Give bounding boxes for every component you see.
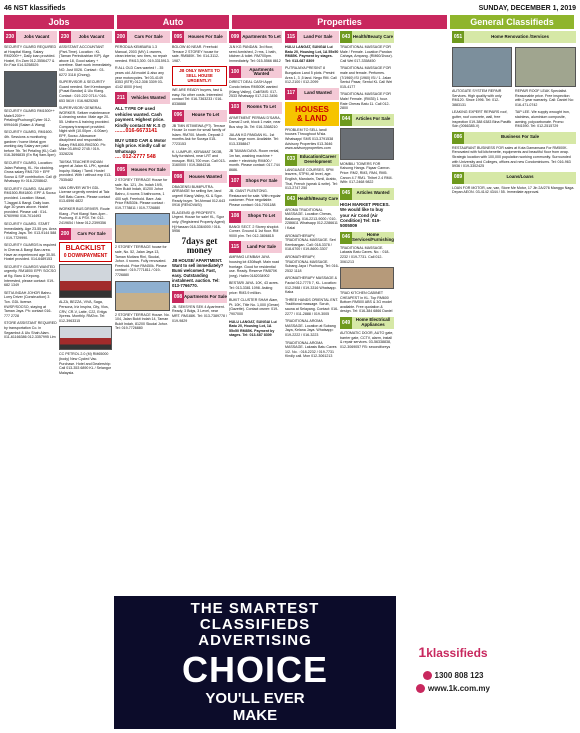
list-item: PUTRAJAYA PRESINT 8 Bungalow Land 5 plots. Presint Area 1, 3 ,5 land. Nego RM. Call 012-2100 / 012-2099 [285, 66, 337, 85]
category-label: Vehicles Wanted [127, 92, 170, 104]
column-general-2 [452, 31, 576, 593]
list-item: DIRECT DEAL CASH Appt Condo below RM500K wanted (Klang Valley). Call/SMS: 017-2533 Whatsapp 017-212-3456 [229, 80, 278, 99]
category-label: Home Electrical/ Appliances [352, 317, 394, 329]
page-header [4, 3, 576, 14]
section-properties: Properties [232, 15, 447, 29]
ad-list [229, 80, 282, 98]
category-number: 089 [452, 172, 464, 184]
category-header [285, 88, 339, 100]
ad-list [340, 202, 394, 229]
category-header [59, 228, 112, 240]
ad-list [229, 189, 282, 207]
category-header [340, 188, 394, 200]
renovation-photo [515, 47, 576, 87]
ad-list [115, 106, 170, 161]
column-jobs-1 [4, 31, 57, 731]
list-item: SUPERVISOR & SECURITY Guard needed. Seri Kembangan (Pusat Bandar) & Ulu Klang. Contact : 019-222 0714 / 016-653 5619 / 016-9825265 [59, 80, 111, 103]
list-item: SECURITY GUARD, RM1600. 4th. Sessions a monitoring gardner / home Metal gym working day Salary are paid before 7th. Tel Petaling (KL) Call: 016-3696835 (En Raj 9am-5pm) [4, 130, 57, 158]
contact-web [398, 684, 508, 693]
list-item: SECURITY GUARD REQUIRED at Hospital Klang, Salary RM2000++, Daily loan provided. Hostel, En Zam 012-3556477 & En Faiz 014-5258529. [4, 45, 57, 68]
category-number: 051 [452, 31, 464, 43]
category-number: 046 [340, 232, 352, 244]
ad-list [115, 178, 170, 331]
list-item: SECURITY GUARD. SALARY RM1500-RM1800. EPF & Socso provided. Location: Masai, T.Jaggat & Bangi. Daily loan. Age 30 years above. Hostel provided. Please call : 014-6760996/ 016-7014493 [4, 186, 56, 219]
houses-land-ad [285, 102, 339, 126]
category-number: 200 [59, 228, 71, 240]
category-number: 107 [229, 175, 241, 187]
ad-list [452, 146, 576, 169]
column-properties-1 [172, 31, 227, 593]
klassifieds-logo-block [398, 624, 508, 708]
phone-icon [423, 671, 432, 680]
ad-list [172, 305, 227, 323]
category-header [340, 317, 394, 329]
promo-banner [114, 596, 396, 729]
category-label: Shops To Let [241, 211, 282, 223]
category-label: Articles Wanted [352, 188, 394, 200]
category-label: Land Wanted [297, 88, 339, 100]
list-item: ALL TYPE OF used vehicles wanted. Cash payment. Highest price. Kindly contact Mr K.S @ [115, 106, 166, 128]
list-item: SECURITY GUARD, Location: Jalan Pahang, KL. No clocking. Gross salary RM1700 + EPF Socso & SIP contribution. Call @ Whatsapp Kr 016-2208642. [4, 160, 57, 184]
category-header [285, 194, 339, 206]
category-label: Health/Beauty Care [297, 194, 339, 206]
ad-list [452, 186, 576, 195]
ad-list [285, 128, 339, 151]
category-number: 108 [229, 211, 241, 223]
list-item: .... 012-2777 548 [115, 154, 156, 161]
category-label: Houses For Sale [184, 31, 227, 43]
list-item: ASSISTANT ACCOUNTANT (Part-Time). Location : KL (Taman Perindustrian KIP). Age above 18, Good salary + overtime. Start work immediately. NO. Just 0026. Contact : 03-6272 3118 (Chong). [59, 45, 112, 77]
category-header [229, 102, 282, 114]
category-label: Cars For Sale [71, 228, 112, 240]
list-item: TRADITIONAL MASSAGE FOR Male/ Female. (RM35) 1 hour. Rate Cheras Batu 11. Call 012-2800 [340, 92, 391, 111]
list-item: JB TMN ISTIMEWA (PT). Terrace House 1x room for small family of Islam. RM700. Month. Deposit 2 months Ask for Suraya 015-7723153 [172, 123, 226, 146]
list-item: AROMA TRADITIONAL MASSAGE. Location Cheras, Balakong. 016-2213-9000 / 010-2286611 Whatsapp 012-2286611 / Kalai [285, 207, 338, 231]
list-item: TRADITIONAL AROMA MASSAGE. Location at Subang Jaya, Kelana Jaya. Whatsapp: 019-2222 / 016-3223 [285, 319, 336, 337]
autogate-photo [452, 47, 512, 87]
list-item: TRADITIONAL MASSAGE FOR male and female. Perfumes. (7/1960) ISI (1960) ISI / 1. Jalan Sentul Pasar, Sentul KL Call Wei 015-4177 [340, 66, 393, 89]
ad-list [340, 246, 394, 314]
category-number: 117 [285, 88, 297, 100]
category-number: 230 [59, 31, 71, 43]
ad-list [285, 168, 339, 191]
list-item: SUPERVISOR/ GENERAL WORKER. Seltzer maintenance & cleaning sector. Male age 20-55. Uniform & training provided. Company transport provided. Night shift (10.00pm - 6.00am) EPF, Socso. Allowance disciplined and responsible. Salary RM1800-RM2300. Ph: Mike 03-8942 2745 / 019-3328226 [59, 106, 110, 157]
ad-list [59, 300, 112, 375]
list-item: ALZA, BEZZA, VIVA, Saga, Persona, Iriz Inspira, City, Vios, CRV, CR-V, Latte, C22, Ertiga Xpress. Monthly. RM2xx. Tel: 012-3963315 [59, 300, 109, 323]
list-item: TRADITIONAL MASSAGE. Lakasis Batu Caves. No. : 018-2232 / 019-7731. Call 012-3061213 [340, 245, 390, 264]
category-label: Houses For Sale [127, 164, 170, 176]
list-item: TAP LEE. We supply wrought iron, stainless, aluminium composite, awning, polycarbonate. Promo RM1590. Tel: 012-2515729 [515, 110, 570, 129]
list-item: JB. SEKSYEN SEK 4 Apartment. Ready, 3 Bdgs, 3 Level, near MRT. RM188K. Tel: 013-7389778 / 019-9829 [172, 304, 227, 323]
list-item: WORKER BUS DRIVER. Route Klang - Port Klang/ 9am-4pm - Puchong. E & PSV. Tel: 012-2419654 / Near 012-2399356 [59, 207, 110, 225]
category-header [452, 132, 576, 144]
sub-column [515, 45, 576, 132]
list-item: 2 STOREY TERRACE House for sale. No. 121, Jln. Indah 19/5, Trim Bukit Indah, 81200 Johor Bahru, 4 rooms 3 bathrooms, 1 400 sqft. Freehold. Bare. Ask Price RM530k. Please contact : 019-7778811 / 019-7726880 [115, 178, 168, 210]
section-headers [4, 15, 576, 29]
banner-line: THE SMARTEST [190, 600, 320, 617]
category-number: 115 [229, 241, 241, 253]
category-label: Apartments Wanted [241, 66, 282, 78]
category-header [229, 31, 282, 43]
list-item: 2 STOREY TERRACE house for sale, No. 52, Jalan Jaya 13, Taman Mutiara Rini, Skudai, Johor. 4 rooms. Fully renovated. Freehold. Price RM450k. Please contact : 019-7771811 / 019-7726880 [115, 245, 167, 277]
list-item: WE ARE READY buyers, fast & easy. No other costs. Interested contact Tel: 016-7363233 / 016-8338888 [172, 88, 223, 106]
ad-list [285, 208, 339, 359]
category-number: 095 [172, 31, 184, 43]
list-item: JLN KG PANDAN. 3rd floor, semi-furnished, 2 rms, 1 bath, kitchen & toilet. RM700pm. Immediately. Tel: 015-5566 8612 [229, 45, 281, 63]
list-item: SECURITY GUARD RM1500++ Male/1200++ Petaling/Puchong/Cyber 012-6994446 (Salam & Wang) [4, 108, 55, 127]
category-label: Apartments To Let [241, 31, 282, 43]
category-header [172, 110, 227, 122]
ad-list [340, 331, 394, 349]
category-number: 096 [172, 110, 184, 122]
category-label: Land For Sale [297, 31, 339, 43]
category-header [285, 154, 339, 166]
list-item: PERODUA KEMBARA 1.3 Manual, 2003 (MV) 1 owners, clean interior, sec tires, no repair needed. RM13,300. 019-3315913. [115, 45, 170, 63]
two-column-block [452, 45, 576, 132]
category-header [115, 164, 170, 176]
list-item: VAN DRIVER WITH GDL License urgently needed at Taiz Sell Batu Caves. Please contact 013-6596 4822 [59, 185, 111, 204]
ad-list [285, 45, 339, 85]
list-item: 2 STOREY TERRACE House. No. 104, Jalan Bukit Indah 14, Taman Bukit Indah, 81200 Skudai Johor. Tel: 019-7726880 [115, 312, 170, 331]
category-number: 086 [452, 132, 464, 144]
car-photo [59, 326, 112, 350]
list-item: MOMBILI TOWERS FOR Kaisong Hangs. Fiqaar Canron. Price: RM2, RM3, RM4, RM5. Canon 4.7 RM1. Thibet 2.4 RM4. With: 017-2468 9822 [340, 161, 393, 185]
category-header [172, 171, 227, 183]
ad-list [340, 162, 394, 185]
banner-line: MAKE [232, 707, 278, 724]
category-number: 043 [285, 194, 297, 206]
banner-choice: CHOICE [181, 649, 328, 690]
blacklist-ad [59, 242, 112, 262]
category-label: Home Renovation /Services [464, 31, 576, 43]
category-number: 043 [340, 31, 352, 43]
category-label: Jobs Vacant [16, 31, 57, 43]
category-header [340, 114, 394, 126]
category-header [452, 172, 576, 184]
list-item: AROMATHERAPY MASSAGE & Facial 012-7775 7, KL. Location: 012-2988 / 019-3316 Whatsapp. Kaka [285, 276, 337, 295]
list-item: SECURITY GUARDS WANTED urgently. RM1800/ EPF/ SOCSO at Kg. Baru & Kepong. Interested, please contact: 019-682 1349 [4, 264, 57, 288]
brand-logo: 1klassifieds [418, 644, 488, 660]
list-item: AROMATHERAPY, TRADITIONAL MASSAGE. Seri Kembangan. Call: 018-3378 / 018-6700 / 019-8600-3307 [285, 233, 336, 252]
ad-list [59, 45, 112, 225]
list-item: AUTOMATIC DOOR, AUTO gate, barrier gate, CCTV, alarm, install & repair services. 03-56338838, 012-3069057 FB: secondforeys [340, 331, 394, 349]
list-item: SECURITY GUARD. START immediately. Age 23-55 yrs. Area Petaling Jaya. Tel: 013-9144 588 / 019-7729990. [4, 222, 57, 240]
column-jobs-2 [59, 31, 112, 731]
category-number: 033 [285, 154, 297, 166]
list-item: THREE HANDS ORIENTAL ENT. Traditional massage. Scrub, sauna at Selayang. Contact: 016-2277 / 011-2888 / 019-3005 [285, 297, 339, 316]
list-item: JB. GIANT PLENTONG. Restaurant for sale. With regular customer. Price negotiable. Please contact: 016-7001188 [229, 189, 281, 208]
houses-title: HOUSES [295, 104, 329, 114]
camera-photo [340, 128, 394, 160]
ad-list [229, 45, 282, 63]
ad-list [172, 45, 227, 107]
list-item: LOAN FOR MOTOR, car, van, Store Me Motor, 17 Jln 2A/276 Manggo Naga. Depan AEON. 03-4142 4344 / 55. Immediate approval. [452, 185, 575, 195]
list-item: TRADITIONAL MASSAGE FOR Male / Female. Location Pandan Cahaya, Ampang. (RM60/1hour). Call Wei 017-3358450 [340, 45, 393, 63]
ad-list [115, 45, 170, 89]
section-auto: Auto [117, 15, 229, 29]
ad-list [229, 116, 282, 173]
category-number: 115 [285, 31, 297, 43]
ad-list [4, 45, 57, 340]
section-general-classifieds: General Classifieds [450, 15, 574, 29]
list-item: STORE ASSISTANT REQUIRED by transportation Co. in Segambut & Ulu Shah Alam. 011-61166386 012-3357995 Lim [4, 321, 57, 340]
highlight-ad: JB ONLY WANTS TO SELL HOUSE URGENTLY! [172, 66, 227, 86]
list-item: AUTOGATE SYSTEM REPAIR Services. High quality with only RM120. Since 1996. Tel: 012-3883131 [452, 89, 502, 107]
list-item: HULU LANGAT, SUNGAI Lui Batu 20, Housing Lot, 1A 55x50 RM85K. Payment by stages. Tel: 013-687 8309 [285, 45, 339, 63]
banner-headline [120, 601, 390, 649]
list-item: TAISKA TEACHER INDIAN urgent at Jalan KL LPK, special Inquiry. Malay / Tamil. Hostel provided. With / without exp 013-7535482 [59, 159, 112, 183]
category-header [340, 232, 394, 244]
list-item: BUKIT CLUSTER SHAH Alam, Pt. 10K, Title No. 1,000 (Geran) (Gazette). Contact owner: 019-7907000 [229, 298, 280, 316]
list-item: .......016-6673141 [115, 127, 158, 134]
list-item: PROBLEM TO SELL land/ houses Throughout M'sia. Whatsapp/ SMS 013-3791538 Advisory Properties 013-3646 www.advisoryproperties.com [285, 127, 334, 151]
car-photo [59, 264, 112, 298]
list-item: BGLOW 40 NEAR. Freehold Terrace 2 STOREY house for sale. RM580K. Tel: 014-3112-1987. [172, 45, 220, 63]
list-item: R ALL OLD Cars wanted ! - 35 years old. All model & also any year motorcycles. Tel 03-4149 8353 (BTR) 012-308 3309 03-4142 8000 (Hon) [115, 66, 164, 89]
banner-line: YOU'LL EVER [205, 690, 305, 707]
ad-list [340, 45, 394, 111]
page-date: SUNDAY, DECEMBER 1, 2019 [478, 5, 576, 12]
category-label: Business For Sale [464, 132, 576, 144]
ad-list [452, 89, 512, 129]
banner-line: CLASSIFIEDS [199, 616, 311, 633]
sub-column [452, 45, 512, 132]
category-header [115, 31, 170, 43]
list-item: RESTAURANT BUSINESS FOR sales at Kota Damansara For RM500K. Renovated with full kitchenette, equipments and beautiful floor from wrap. Strategic location with 100,000 population working community. Surrounded with University and Colleges, offices and new Condominiums. Tel: 016-963 5936 / 019-3302425 [452, 145, 571, 169]
website-link[interactable]: www.1k.com.my [428, 684, 490, 693]
phone-number: 1300 808 123 [434, 671, 484, 680]
page-label: 46 NST klassifieds [4, 5, 66, 12]
category-label: Jobs Vacant [71, 31, 112, 43]
category-label: Loans/Loans [464, 172, 576, 184]
category-number: 230 [4, 31, 16, 43]
category-header [452, 31, 576, 43]
category-label: Cars For Sale [127, 31, 170, 43]
list-item: AROMATHERAPY, TRADITIONAL MASSAGE. Subang Jaya / Puchong. Tel: 016-2532 1118 [285, 255, 339, 273]
category-number: 049 [340, 317, 352, 329]
category-number: 098 [172, 171, 184, 183]
category-label: Education/Career Development [297, 154, 339, 166]
category-label: Articles For Sale [352, 114, 394, 126]
column-auto [115, 31, 170, 593]
category-label: Shops For Sale [241, 175, 282, 187]
house-photo [115, 213, 170, 243]
category-header [285, 31, 339, 43]
category-label: House To Let [184, 110, 227, 122]
category-number: 103 [229, 102, 241, 114]
list-item: AMPANG LEMBAH JAYA housing lot 4308sqft. Main road frontage. Good for residential use. Ready. Reserve RM870K (neg). Halim 0182034902 [229, 255, 280, 278]
list-item: JB HOUSE/ APARTMENT. Want to sell immediately? Bumi welcomed. Fast, easy. Outstanding instalment. auction. Tel: 013-7766770. [172, 257, 224, 288]
list-item: JB TAMAN DAYA. Room rental, 1m fan, washing machine + water + electricity RM400 / month. Please contact: 017-744 8686. [229, 149, 280, 172]
list-item: JALAN KG PANDAN KL. 1st floor, large room. Available. Tel: 013-3358847 [229, 132, 279, 146]
category-header [340, 31, 394, 43]
list-item: TRADITIONAL AROMA MASSAGE. Lakasis Batu Caves 1/2. No. : 018-2232 / 019-7731 Kindly call. Mon 012-3061213 [285, 340, 337, 359]
list-item: SECURITY GUARDS is required in Cheras & Bangi Baru area. Have an experienced age 30-50. Hostel provided. 014-6489153 [4, 243, 57, 262]
house-photo [115, 281, 170, 311]
kitchen-photo [340, 267, 394, 289]
list-item: BESTARI JAYA. 10K, 43 acres. Tel: 013-3381 1098. Asking price: RM3.9 million. [229, 281, 279, 295]
list-item: DBAGENSI BUMIPUTRA. ARRANGE for selling live, land urgent! Klang Valley, KL & Sgor. Ready buyer. Tel Ahmad 012-643 0916 (RENOVASI) [172, 184, 226, 208]
blacklist-title: BLACKLIST [65, 245, 106, 253]
category-header [229, 66, 282, 78]
category-label: Land For Sale [241, 241, 282, 253]
list-item: CC PETROL 2.0 (M) RM65000 (body) New Cycled Vac. Purchase. Hotel and Dealership: Call 013-353 6890 KL / Selangor Malaysia. [59, 352, 112, 375]
ad-photo [4, 71, 57, 107]
category-header [115, 92, 170, 104]
category-header [229, 241, 282, 253]
banner-line: ADVERTISING [198, 632, 312, 649]
category-header [4, 31, 57, 43]
list-item: ELAGENSI @ PROPERTY. Urgent. House for sale! KL, Sgor only. (Registered Property Agent) Hj Hassan 018-3364000 / 016-5956 [172, 210, 225, 234]
category-label: Health/Beauty Care [352, 31, 394, 43]
list-item: TRAD KITCHEN CABINET CHEAPEST in KL. Top RM600 Bottom RM500 ABS & 3G model available. Free quotation & design. Tel: 016-384 6866 Daniel [340, 291, 393, 314]
category-number: 211 [115, 92, 127, 104]
banner-footer [120, 690, 390, 724]
land-title: & LAND [296, 113, 328, 123]
category-label: Houses Wanted [184, 171, 227, 183]
brand-name: klassifieds [426, 646, 488, 660]
list-item: BUY USED CAR & Motor high price. Kindly call or Whatsapp [115, 137, 167, 154]
list-item: SETIA INDAH JOHOR Bahru. Lorry Driver (Construction) 3 Ton. GDL license. KWSP/SOCSO, staying at Taman Jaya. Ph: contact 016-777 2728 [4, 290, 52, 318]
list-item: REPAIR ROOF LEAK Specialist. Reasonable price. Free inspection with 2 year warranty. Call: Daniel No: 016-471-0742 [515, 89, 574, 107]
category-number: 098 [172, 291, 184, 303]
section-jobs: Jobs [4, 15, 114, 29]
category-number: 099 [229, 31, 241, 43]
column-properties-2 [229, 31, 282, 593]
category-label: Apartments For Sale [184, 291, 227, 303]
category-header [229, 175, 282, 187]
blacklist-subtitle: 0 DOWNPAYMENT [63, 253, 108, 260]
category-header [172, 31, 227, 43]
ad-list [229, 225, 282, 239]
category-header [59, 31, 112, 43]
list-item: LANGUAGE COURSES. SPM leavers, STPM, all level, age. English, Mandarin, Tamil, Arabic, Thai, French (speak & write). Tel: 013-2747 250 [285, 167, 338, 191]
list-item: HIGH MARKET PRICES. We would like to buy your Air Cond (Air Condition) Tel: 019-5005009 [340, 201, 390, 229]
list-item: K. LUMPUR, KERAMAT 3K/3B, fully furnished, near LRT and mosque. RM1,700 mon. Call 013-3160000 / 019-3684318. [172, 149, 226, 168]
category-number: 100 [229, 66, 241, 78]
category-label: Home Services/Furnishing [352, 232, 394, 242]
ad-list [172, 185, 227, 288]
promo-headline: 7days get money [181, 235, 218, 255]
category-number: 044 [340, 114, 352, 126]
category-number: 200 [115, 31, 127, 43]
category-number: 095 [115, 164, 127, 176]
list-item: BANGI SECT. 2 Storey shoplot. Corner. Ground & 1st floor. RM 9000 p/m. Tel: 012-3806815 [229, 224, 280, 238]
category-header [229, 211, 282, 223]
category-header [172, 291, 227, 303]
category-number: 045 [340, 188, 352, 200]
ad-list [172, 124, 227, 168]
list-item: LEAKING EXPERT REPAIRS roof, gutter, roof concrete, wall, free inspection 019-388 6383 Bina Pasifik Sdn (0066385-V) [452, 110, 512, 129]
category-label: Rooms To Let [241, 102, 282, 114]
list-item: HULU LANGAT, SUNGAI Lui Batu 20, Housing Lot, 1A 55x50 RM85K. Payment by stages. Tel: 013-687 8309 [229, 319, 277, 338]
ad-list [515, 89, 576, 129]
column-properties-3 [285, 31, 339, 593]
contact-phone [398, 671, 508, 680]
ad-list [229, 255, 282, 338]
list-item: APARTMENT PERMAI D'SARA, Damai 2 unit, block 1 male, near Bus stop 3k. Tel: 016-3368210 [229, 115, 281, 129]
globe-icon [416, 684, 425, 693]
